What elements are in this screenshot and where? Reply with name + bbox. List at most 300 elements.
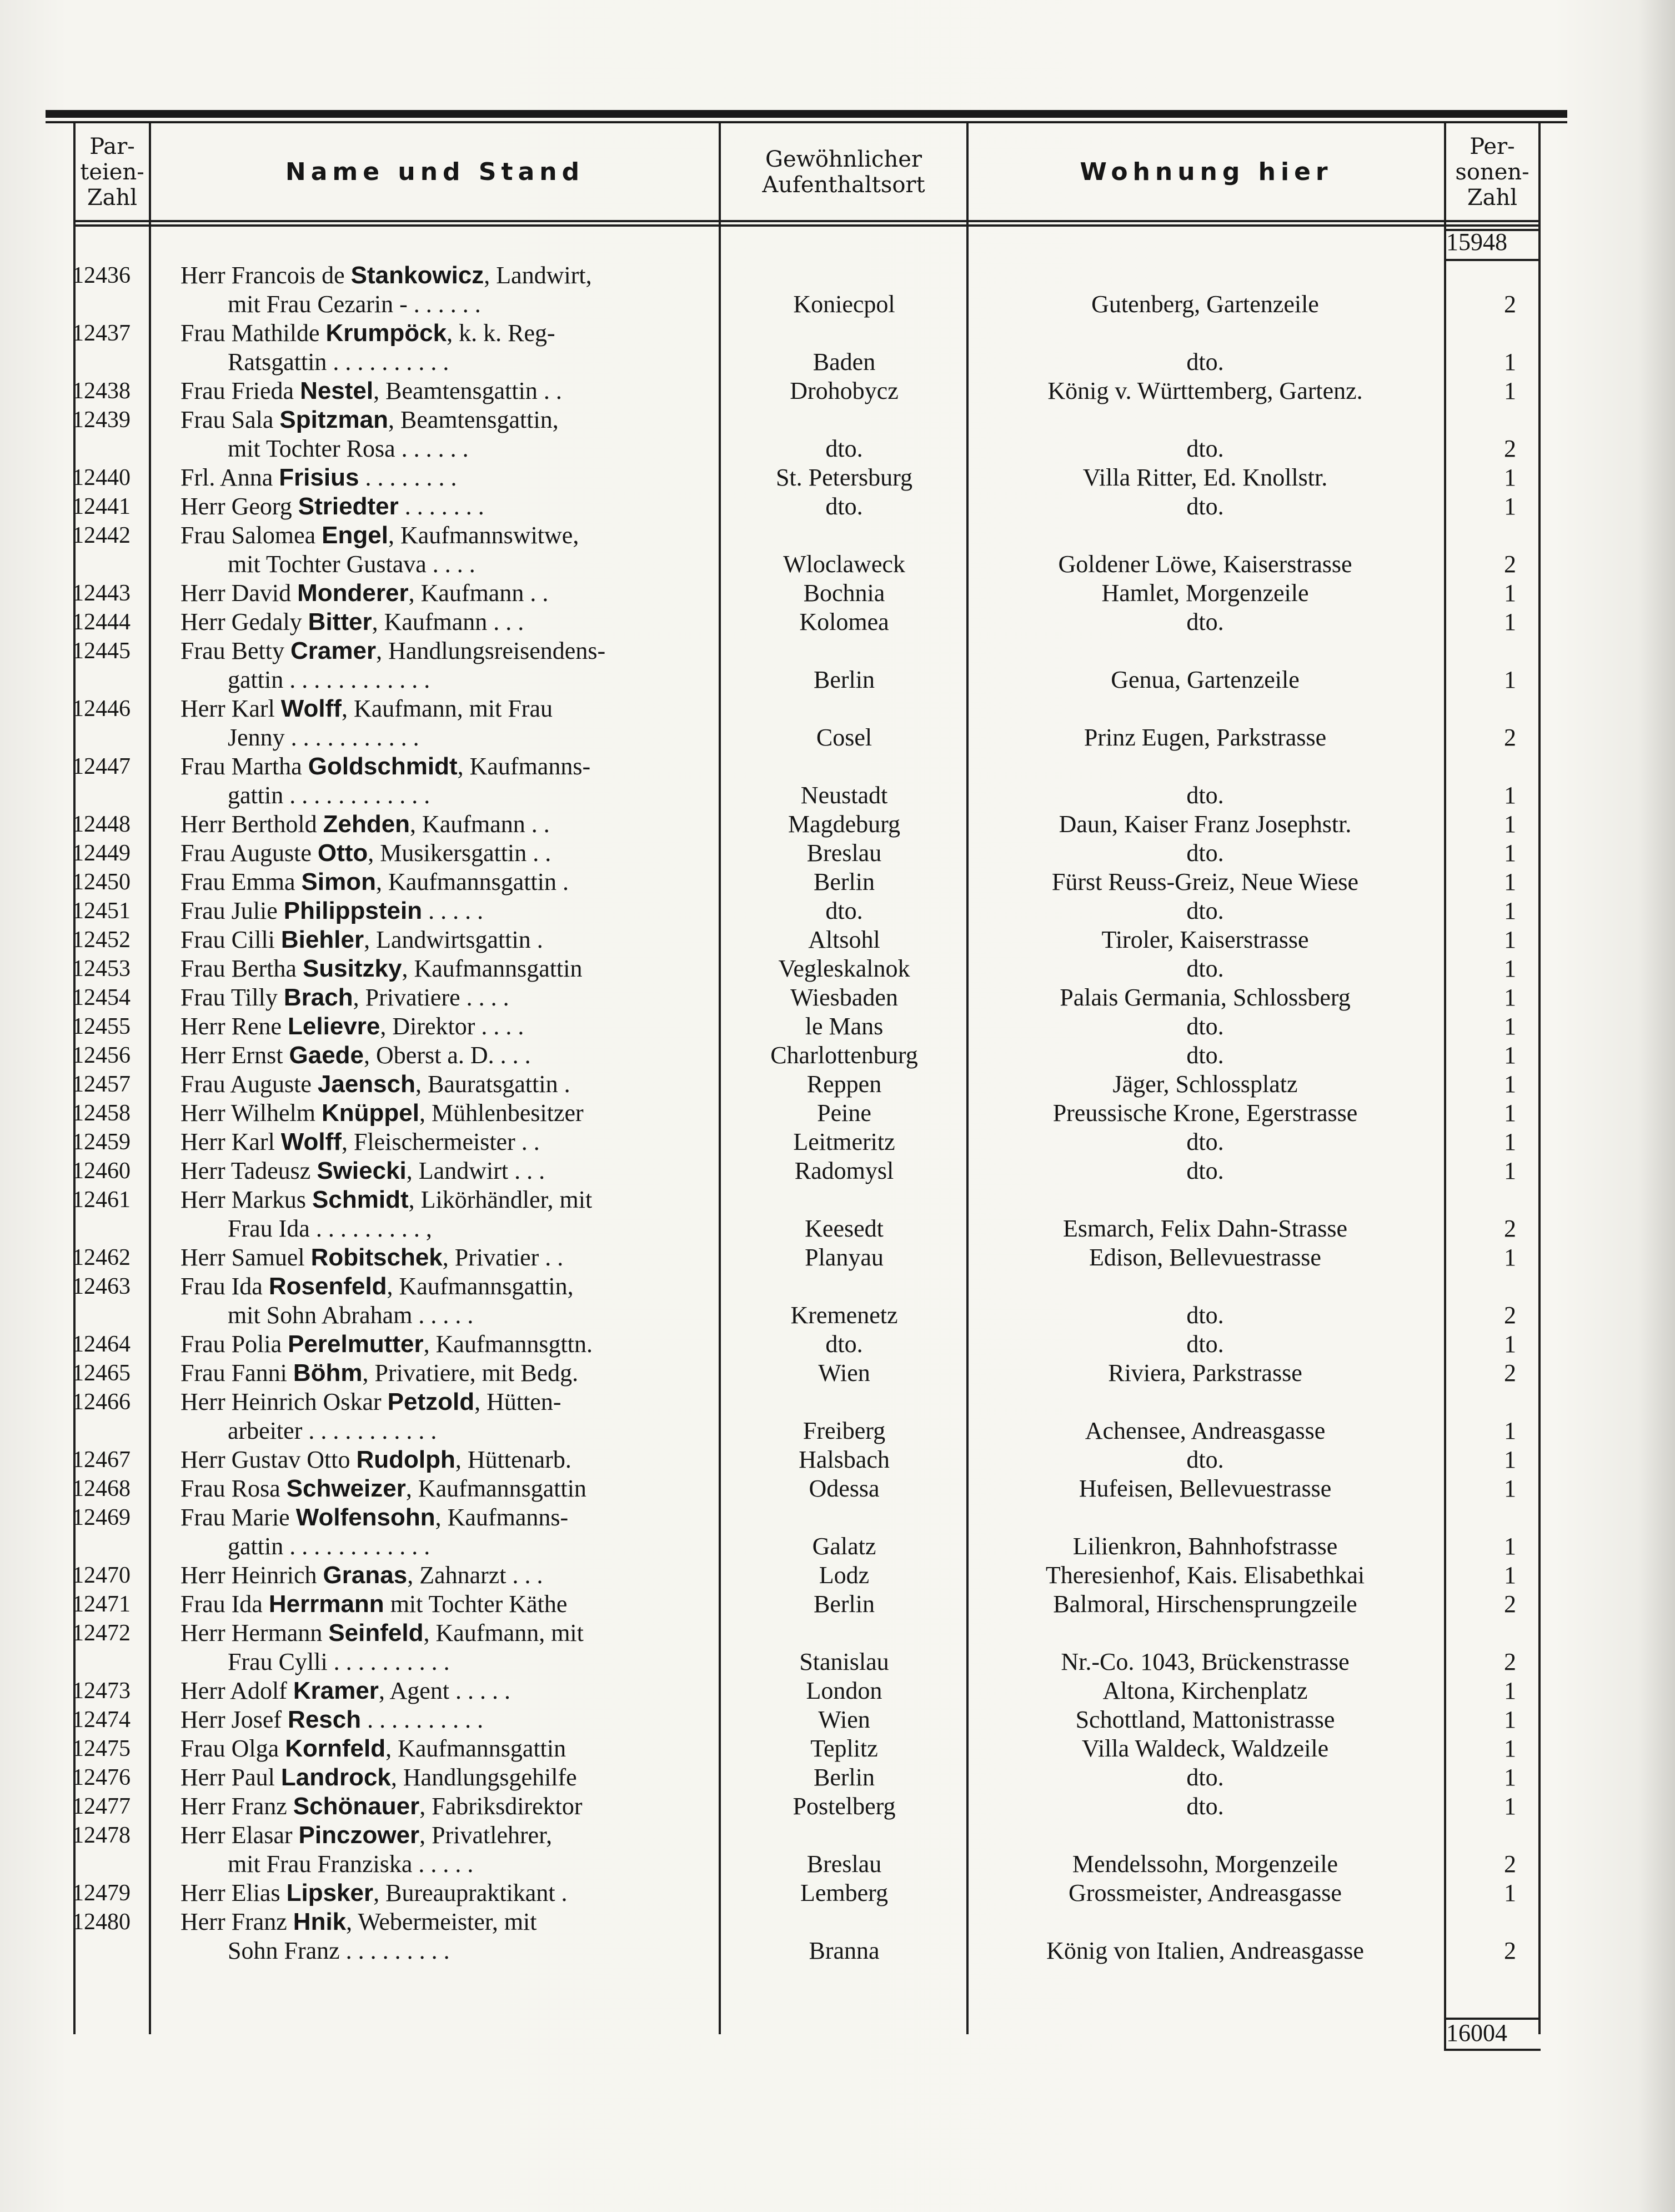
entry-name-line [180, 1908, 708, 1936]
entry-surname: Kramer [293, 1677, 379, 1704]
entry-persons: 1 [1504, 1764, 1516, 1791]
entry-row [0, 925, 1675, 954]
entry-residence: dto. [1186, 1157, 1224, 1184]
entry-name-line [180, 810, 708, 839]
entry-residence: König v. Württemberg, Gartenz. [1047, 377, 1363, 404]
entry-title: Herr Gustav Otto [180, 1446, 357, 1473]
entry-title: Herr Samuel [180, 1244, 311, 1271]
entry-row [0, 1099, 1675, 1128]
entry-name-continuation: gattin . . . . . . . . . . . . [228, 782, 430, 809]
entry-occupation: , Landwirtsgattin . [364, 926, 543, 953]
entry-residence: Edison, Bellevuestrasse [1089, 1244, 1321, 1271]
entry-number: 12448 [72, 812, 131, 837]
entry-origin: Baden [813, 348, 876, 376]
entry-residence: Gutenberg, Gartenzeile [1091, 291, 1319, 318]
entry-number: 12477 [72, 1794, 131, 1819]
entry-surname: Frisius [279, 464, 359, 491]
entry-number: 12439 [72, 407, 131, 433]
entry-name [180, 1157, 708, 1185]
entry-title: Herr Georg [180, 493, 298, 520]
entry-number: 12476 [72, 1765, 131, 1790]
entry-surname: Cramer [290, 637, 377, 664]
entry-row [0, 1243, 1675, 1272]
entry-name [180, 1474, 708, 1503]
entry-name [180, 1041, 708, 1070]
entry-surname: Krumpöck [325, 319, 447, 347]
entry-persons: 2 [1504, 1937, 1516, 1964]
entry-surname: Landrock [280, 1764, 391, 1791]
entry-surname: Nestel [300, 377, 374, 404]
entry-occupation: , Webermeister, mit [346, 1908, 537, 1935]
entry-row [0, 1330, 1675, 1359]
entry-residence: Altona, Kirchenplatz [1102, 1677, 1308, 1704]
entry-name [180, 1763, 708, 1792]
entry-number: 12454 [72, 985, 131, 1010]
entry-surname: Simon [301, 868, 376, 895]
entry-name-continuation: Frau Cylli . . . . . . . . . . [228, 1648, 450, 1675]
entry-occupation: , k. k. Reg- [447, 319, 555, 347]
entry-name-line [180, 925, 708, 954]
entry-occupation: , Hüttenarb. [455, 1446, 571, 1473]
header-origin-text: Gewöhnlicher Aufenthaltsort [762, 147, 925, 198]
entry-title: Frau Sala [180, 406, 280, 433]
entry-occupation: , Likörhändler, mit [408, 1186, 593, 1213]
entry-row [0, 1908, 1675, 1965]
entry-title: Herr Franz [180, 1908, 293, 1935]
entry-occupation: , Kaufmann . . [410, 810, 550, 838]
entry-origin: Odessa [809, 1475, 880, 1502]
entry-title: Herr Paul [180, 1764, 281, 1791]
entry-number: 12437 [72, 321, 131, 346]
entry-name [180, 897, 708, 925]
entry-name [180, 1792, 708, 1821]
entry-residence: Schottland, Mattonistrasse [1075, 1706, 1335, 1733]
entry-surname: Swiecki [317, 1157, 407, 1184]
entry-origin: Radomysl [794, 1157, 894, 1184]
entry-title: Herr David [180, 579, 298, 607]
entry-persons: 2 [1504, 1648, 1516, 1675]
entry-row [0, 1676, 1675, 1705]
entry-occupation: , Oberst a. D. . . . [364, 1042, 531, 1069]
entry-title: Frau Polia [180, 1330, 288, 1358]
entry-occupation: , Landwirt, [484, 262, 592, 289]
entry-name-line [180, 1734, 708, 1763]
entry-number: 12441 [72, 494, 131, 519]
entry-row [0, 839, 1675, 868]
entry-origin: Altsohl [808, 926, 880, 953]
entry-origin: Breslau [806, 839, 882, 867]
entry-persons: 2 [1504, 551, 1516, 578]
entry-number: 12464 [72, 1332, 131, 1357]
entry-number: 12462 [72, 1245, 131, 1270]
entry-number: 12456 [72, 1043, 131, 1068]
entry-surname: Wolff [280, 1128, 342, 1155]
entry-number: 12466 [72, 1389, 131, 1415]
entry-surname: Hnik [293, 1908, 347, 1935]
entry-row [0, 1619, 1675, 1676]
entry-name [180, 1908, 708, 1965]
entry-number: 12438 [72, 378, 131, 404]
entry-surname: Lelievre [288, 1013, 380, 1040]
entry-residence: dto. [1186, 955, 1224, 982]
entry-residence: Balmoral, Hirschensprungzeile [1053, 1590, 1357, 1618]
entry-name-line [180, 1012, 708, 1041]
sum-total: 16004 [1446, 2019, 1507, 2046]
entry-surname: Kornfeld [285, 1735, 386, 1762]
entry-name-line [180, 637, 708, 665]
entry-residence: dto. [1186, 1302, 1224, 1329]
entry-origin: Branna [809, 1937, 880, 1964]
entry-surname: Rudolph [356, 1446, 455, 1473]
entry-occupation: mit Tochter Käthe [384, 1590, 568, 1618]
entry-persons: 1 [1504, 1070, 1516, 1098]
entry-persons: 2 [1504, 1215, 1516, 1242]
entry-persons: 1 [1504, 1042, 1516, 1069]
entry-title: Herr Markus [180, 1186, 313, 1213]
entry-name-line [180, 261, 708, 290]
entry-row [0, 1185, 1675, 1243]
entry-name [180, 406, 708, 463]
entry-name [180, 319, 708, 377]
entry-name [180, 608, 708, 637]
entry-origin: St. Petersburg [775, 464, 913, 491]
entry-origin: Lodz [819, 1562, 870, 1589]
entry-persons: 1 [1504, 782, 1516, 809]
entry-residence: Hufeisen, Bellevuestrasse [1079, 1475, 1332, 1502]
entry-name-continuation: gattin . . . . . . . . . . . . [228, 666, 430, 693]
entry-origin: Magdeburg [788, 810, 901, 838]
header-residence-text: Wohnung hier [1080, 158, 1333, 186]
entry-origin: dto. [825, 493, 863, 520]
entry-occupation: , Beamtensgattin . . [373, 377, 562, 404]
entry-name-line [180, 1070, 708, 1099]
entry-origin: Peine [817, 1099, 871, 1127]
entry-occupation: , Kaufmann, mit [423, 1619, 584, 1647]
entry-persons: 1 [1504, 839, 1516, 867]
entry-residence: Preussische Krone, Egerstrasse [1052, 1099, 1358, 1127]
entry-number: 12455 [72, 1014, 131, 1039]
entry-name-line [180, 1243, 708, 1272]
entry-origin: Koniecpol [793, 291, 895, 318]
entry-number: 12436 [72, 263, 131, 288]
entry-origin: Planyau [805, 1244, 884, 1271]
entry-residence: Theresienhof, Kais. Elisabethkai [1045, 1562, 1365, 1589]
entry-occupation: , Kaufmannsgattin [385, 1735, 566, 1762]
entry-name-line [180, 521, 708, 550]
entry-name [180, 1705, 708, 1734]
header-persons [1446, 123, 1538, 221]
entry-name [180, 839, 708, 868]
entry-name-continuation: Jenny . . . . . . . . . . . [228, 724, 419, 751]
entry-occupation: , Hütten- [474, 1388, 561, 1415]
entry-origin: Freiberg [803, 1417, 886, 1444]
entry-row [0, 463, 1675, 492]
entry-origin: Cosel [816, 724, 872, 751]
entry-occupation: , Bureaupraktikant . [373, 1879, 568, 1906]
entry-persons: 1 [1504, 1128, 1516, 1155]
entry-surname: Gaede [289, 1042, 364, 1069]
entry-occupation: , Beamtensgattin, [388, 406, 559, 433]
entry-row [0, 1157, 1675, 1185]
entry-surname: Monderer [297, 579, 409, 607]
entry-residence: Nr.-Co. 1043, Brückenstrasse [1061, 1648, 1350, 1675]
entry-row [0, 1388, 1675, 1445]
entry-persons: 1 [1504, 1013, 1516, 1040]
entry-persons: 1 [1504, 1244, 1516, 1271]
entry-name-line [180, 897, 708, 925]
entry-surname: Petzold [387, 1388, 475, 1415]
entry-name [180, 492, 708, 521]
entry-occupation: , Kaufmann . . . [372, 608, 524, 635]
entry-origin: dto. [825, 1330, 863, 1358]
entry-origin: Breslau [806, 1850, 882, 1878]
entry-persons: 1 [1504, 1706, 1516, 1733]
entry-origin: Berlin [814, 666, 875, 693]
entry-title: Frau Tilly [180, 984, 284, 1011]
entry-number: 12480 [72, 1909, 131, 1935]
entry-name-continuation: Frau Ida . . . . . . . . . , [228, 1215, 432, 1242]
entry-row [0, 406, 1675, 463]
entry-name-line [180, 1330, 708, 1359]
entry-name-line [180, 1676, 708, 1705]
entry-origin: Postelberg [793, 1793, 896, 1820]
entry-number: 12474 [72, 1707, 131, 1733]
entry-title: Herr Heinrich [180, 1562, 323, 1589]
entry-persons: 1 [1504, 1417, 1516, 1444]
entry-surname: Susitzky [302, 955, 402, 982]
entry-surname: Engel [322, 522, 388, 549]
entry-persons: 1 [1504, 464, 1516, 491]
entry-row [0, 752, 1675, 810]
entry-surname: Stankowicz [350, 262, 484, 289]
entry-number: 12442 [72, 523, 131, 548]
entry-origin: Lemberg [800, 1879, 889, 1906]
entry-persons: 2 [1504, 1302, 1516, 1329]
entry-residence: dto. [1186, 1042, 1224, 1069]
entry-title: Herr Heinrich Oskar [180, 1388, 388, 1415]
entry-name-line [180, 1792, 708, 1821]
entry-surname: Spitzman [279, 406, 388, 433]
header-name-text: Name und Stand [285, 158, 585, 186]
entry-title: Frl. Anna [180, 464, 279, 491]
entry-persons: 2 [1504, 1850, 1516, 1878]
entry-origin: Stanislau [799, 1648, 889, 1675]
entry-row [0, 983, 1675, 1012]
entry-surname: Lipsker [286, 1879, 374, 1906]
entry-origin: le Mans [805, 1013, 884, 1040]
entry-number: 12471 [72, 1592, 131, 1617]
entry-title: Herr Rene [180, 1013, 288, 1040]
entry-name [180, 1330, 708, 1359]
entry-name [180, 463, 708, 492]
entry-name [180, 1272, 708, 1330]
entry-occupation: , Fleischermeister . . [341, 1128, 540, 1155]
entry-surname: Otto [317, 839, 368, 867]
entry-name [180, 810, 708, 839]
entry-row [0, 492, 1675, 521]
entry-name [180, 1243, 708, 1272]
entry-residence: Jäger, Schlossplatz [1112, 1070, 1298, 1098]
entry-persons: 1 [1504, 1735, 1516, 1762]
entry-title: Herr Gedaly [180, 608, 308, 635]
entry-title: Frau Ida [180, 1590, 269, 1618]
entry-row [0, 521, 1675, 579]
entry-name-line [180, 1445, 708, 1474]
entry-residence: Esmarch, Felix Dahn-Strasse [1063, 1215, 1347, 1242]
entry-name [180, 1128, 708, 1157]
entry-origin: Leitmeritz [793, 1128, 895, 1155]
entry-surname: Robitschek [310, 1244, 443, 1271]
entry-residence: Palais Germania, Schlossberg [1060, 984, 1351, 1011]
entry-residence: König von Italien, Andreasgasse [1046, 1937, 1364, 1964]
entry-persons: 1 [1504, 1533, 1516, 1560]
entry-origin: Vegleskalnok [778, 955, 910, 982]
entry-occupation: . . . . . . . [398, 493, 484, 520]
entry-name-line [180, 1128, 708, 1157]
entry-surname: Rosenfeld [268, 1273, 387, 1300]
entry-residence: Fürst Reuss-Greiz, Neue Wiese [1051, 868, 1359, 895]
entry-name-line [180, 1474, 708, 1503]
entry-persons: 2 [1504, 724, 1516, 751]
entry-name-line [180, 954, 708, 983]
header-number-text: Par- teien- Zahl [80, 134, 144, 211]
entry-number: 12450 [72, 869, 131, 895]
entry-persons: 1 [1504, 1475, 1516, 1502]
entry-name-line [180, 1157, 708, 1185]
entry-persons: 1 [1504, 348, 1516, 376]
entry-title: Frau Bertha [180, 955, 303, 982]
entry-row [0, 608, 1675, 637]
entry-row [0, 810, 1675, 839]
entry-surname: Wolff [280, 695, 342, 722]
entry-name-line [180, 1821, 708, 1850]
entry-row [0, 1821, 1675, 1879]
entry-name-line [180, 1185, 708, 1214]
entry-name [180, 579, 708, 608]
entry-number: 12469 [72, 1505, 131, 1530]
entry-title: Frau Salomea [180, 522, 322, 549]
entry-title: Frau Auguste [180, 839, 318, 867]
entry-row [0, 1734, 1675, 1763]
entry-row [0, 1792, 1675, 1821]
entry-name [180, 1879, 708, 1908]
entry-occupation: , Kaufmann . . [408, 579, 549, 607]
entry-surname: Seinfeld [328, 1619, 424, 1647]
entry-name-line [180, 1041, 708, 1070]
entry-title: Frau Frieda [180, 377, 300, 404]
entry-surname: Bitter [308, 608, 372, 635]
entry-title: Frau Cilli [180, 926, 281, 953]
entry-name [180, 261, 708, 319]
entry-origin: Keesedt [805, 1215, 884, 1242]
entry-number: 12472 [72, 1620, 131, 1646]
entry-name-line [180, 319, 708, 348]
entry-surname: Knüppel [322, 1099, 419, 1127]
entry-title: Herr Elasar [180, 1821, 299, 1849]
entry-residence: Villa Ritter, Ed. Knollstr. [1082, 464, 1328, 491]
entry-name [180, 1676, 708, 1705]
entry-name-line [180, 406, 708, 434]
entry-number: 12449 [72, 840, 131, 866]
entry-title: Frau Rosa [180, 1475, 287, 1502]
entry-title: Herr Franz [180, 1793, 293, 1820]
entry-surname: Pinczower [298, 1821, 420, 1849]
entry-origin: Wiesbaden [790, 984, 898, 1011]
entry-name-line [180, 1359, 708, 1388]
entry-occupation: . . . . . [422, 897, 484, 924]
entry-number: 12459 [72, 1129, 131, 1155]
entry-name [180, 1561, 708, 1590]
entry-number: 12465 [72, 1360, 131, 1386]
entry-title: Herr Karl [180, 695, 281, 722]
entry-surname: Zehden [323, 810, 410, 838]
entry-name-line [180, 1099, 708, 1128]
entry-persons: 2 [1504, 1359, 1516, 1387]
entry-title: Frau Auguste [180, 1070, 318, 1098]
entry-title: Frau Emma [180, 868, 302, 895]
entry-occupation: , Handlungsgehilfe [390, 1764, 577, 1791]
entry-title: Herr Francois de [180, 262, 351, 289]
entry-name-line [180, 1763, 708, 1792]
entry-persons: 1 [1504, 1562, 1516, 1589]
entry-title: Herr Berthold [180, 810, 323, 838]
entry-persons: 1 [1504, 926, 1516, 953]
top-thick-rule [46, 110, 1567, 118]
entry-number: 12445 [72, 638, 131, 664]
entry-persons: 1 [1504, 1157, 1516, 1184]
entry-name-continuation: mit Sohn Abraham . . . . . [228, 1302, 474, 1329]
entry-origin: Wien [818, 1706, 870, 1733]
entry-row [0, 377, 1675, 406]
header-name [151, 123, 719, 221]
entry-occupation: . . . . . . . . [359, 464, 457, 491]
entry-persons: 1 [1504, 666, 1516, 693]
entry-surname: Jaensch [317, 1070, 415, 1098]
entry-number: 12473 [72, 1678, 131, 1704]
entry-name-continuation: mit Tochter Rosa . . . . . . [228, 435, 469, 462]
entry-name-line [180, 1503, 708, 1532]
entry-surname: Goldschmidt [308, 753, 458, 780]
entry-occupation: , Kaufmannsgattin . [375, 868, 569, 895]
entry-persons: 1 [1504, 1879, 1516, 1906]
entry-name [180, 1445, 708, 1474]
entry-origin: Berlin [814, 1590, 875, 1618]
entry-name-line [180, 983, 708, 1012]
entry-name-line [180, 608, 708, 637]
entry-row [0, 1503, 1675, 1561]
entry-occupation: , Privatiere . . . . [353, 984, 509, 1011]
entry-residence: dto. [1186, 1330, 1224, 1358]
entry-name [180, 1070, 708, 1099]
entry-origin: Drohobycz [790, 377, 899, 404]
entry-title: Frau Betty [180, 637, 290, 664]
entry-surname: Granas [323, 1562, 408, 1589]
entry-title: Herr Ernst [180, 1042, 289, 1069]
entry-number: 12478 [72, 1823, 131, 1848]
entry-origin: Berlin [814, 868, 875, 895]
entry-name [180, 1619, 708, 1676]
entry-title: Frau Ida [180, 1273, 269, 1300]
entry-surname: Perelmutter [288, 1330, 424, 1358]
entry-origin: Halsbach [799, 1446, 890, 1473]
entry-number: 12440 [72, 465, 131, 491]
entry-number: 12452 [72, 927, 131, 953]
entry-number: 12468 [72, 1476, 131, 1502]
entry-name [180, 1734, 708, 1763]
entry-residence: dto. [1186, 839, 1224, 867]
entry-name [180, 983, 708, 1012]
entry-persons: 1 [1504, 868, 1516, 895]
